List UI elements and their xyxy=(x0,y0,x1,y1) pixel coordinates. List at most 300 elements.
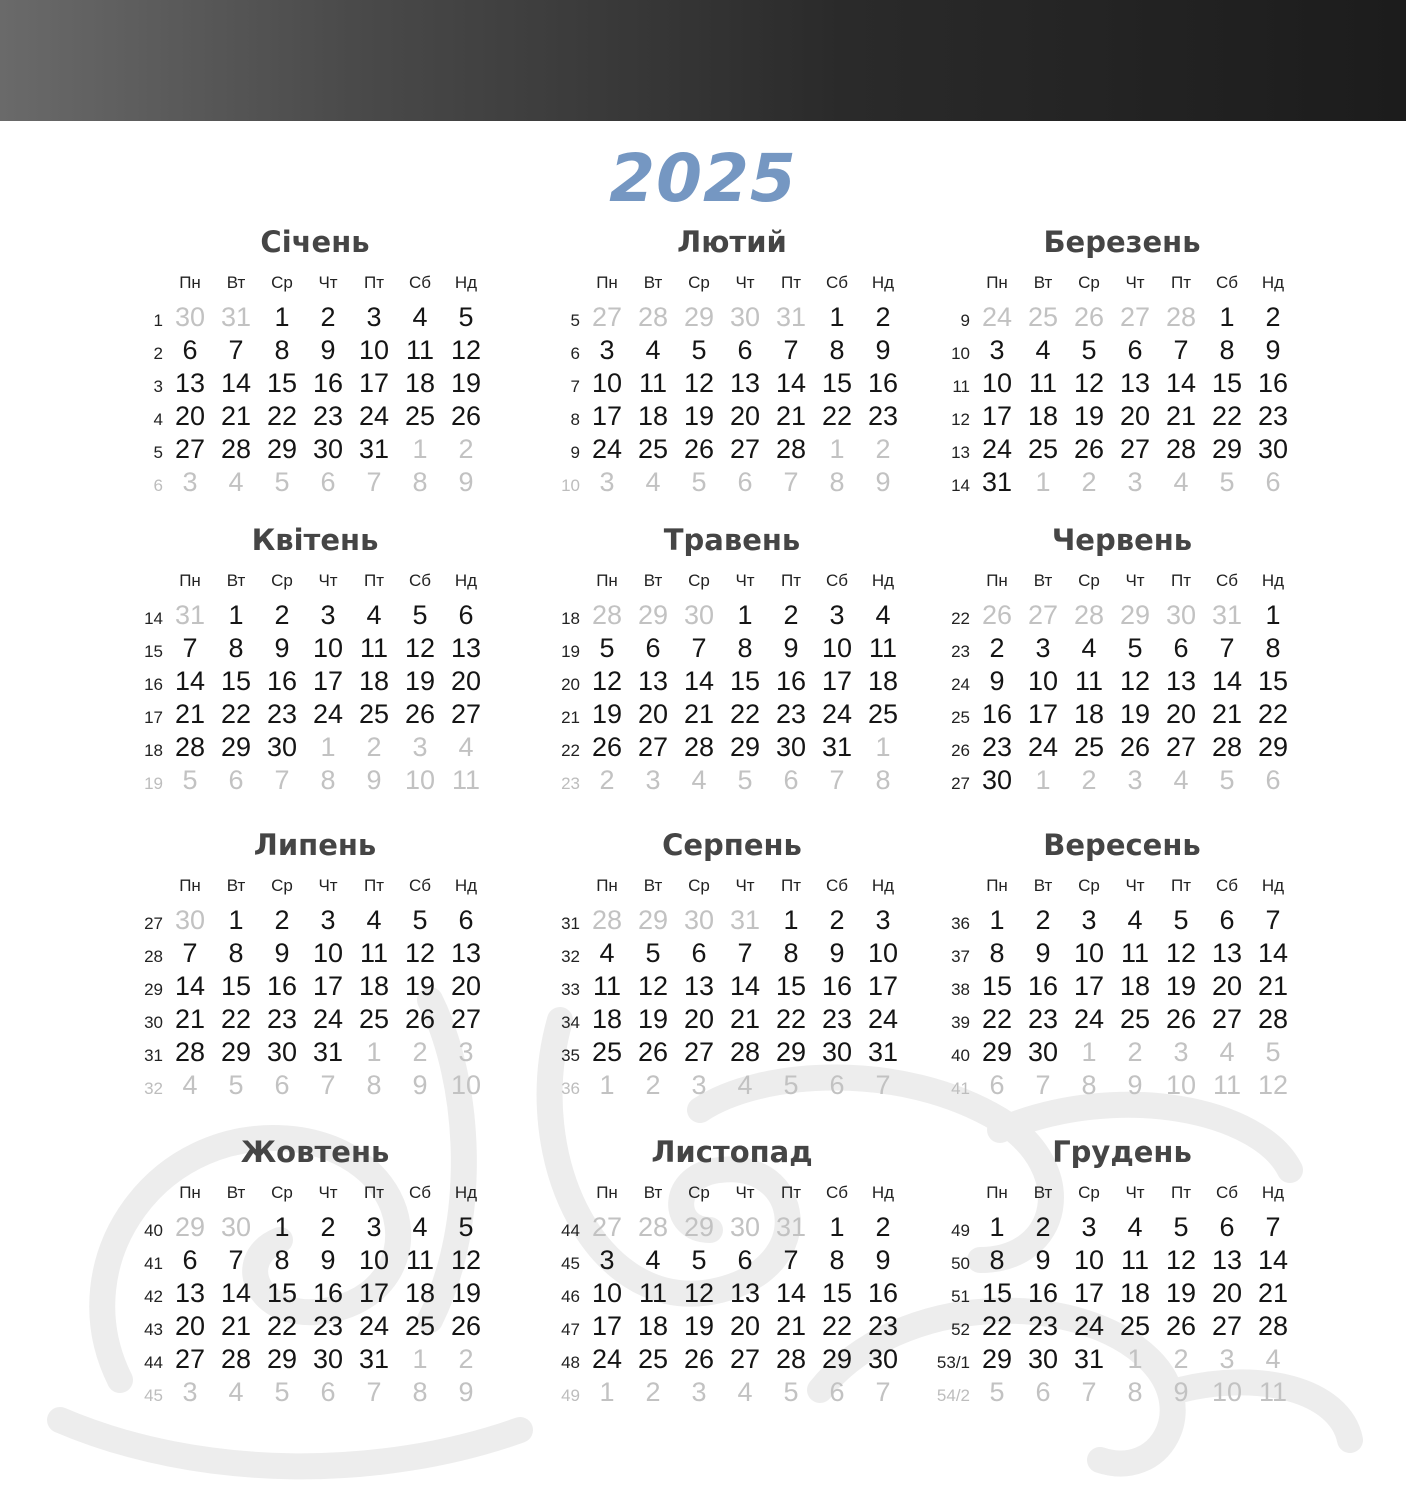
day-cell: 27 xyxy=(1165,732,1197,762)
day-cell: 5 xyxy=(989,1377,1005,1407)
day-cell: 6 xyxy=(1173,633,1189,663)
day-cell: 5 xyxy=(645,938,661,968)
day-cell: 11 xyxy=(451,765,481,795)
day-cell: 1 xyxy=(1035,467,1051,497)
week-row xyxy=(932,971,1312,1004)
day-cell: 1 xyxy=(989,905,1005,935)
day-cell: 6 xyxy=(1035,1377,1051,1407)
day-cell: 19 xyxy=(591,699,623,729)
week-number: 4 xyxy=(153,410,163,429)
weekday-label: Сб xyxy=(825,273,848,292)
day-cell: 30 xyxy=(1165,600,1197,630)
day-cell: 29 xyxy=(981,1037,1013,1067)
week-number: 3 xyxy=(153,377,163,396)
day-cell: 24 xyxy=(312,1004,344,1034)
week-number: 8 xyxy=(570,410,580,429)
weekday-label: Ср xyxy=(271,1183,293,1202)
day-cell: 25 xyxy=(404,401,436,431)
day-cell: 28 xyxy=(637,1212,669,1242)
day-cell: 15 xyxy=(821,1278,853,1308)
day-cell: 1 xyxy=(320,732,336,762)
day-cell: 21 xyxy=(174,699,206,729)
week-row xyxy=(125,666,505,699)
week-number: 24 xyxy=(951,675,970,694)
day-cell: 20 xyxy=(729,401,761,431)
day-cell: 11 xyxy=(638,368,668,398)
day-cell: 9 xyxy=(1173,1377,1189,1407)
day-cell: 28 xyxy=(1165,434,1197,464)
weekday-label: Чт xyxy=(735,273,755,292)
day-cell: 17 xyxy=(591,1311,623,1341)
weekday-label: Нд xyxy=(454,273,478,292)
month-2 xyxy=(542,222,922,500)
day-cell: 10 xyxy=(312,938,344,968)
day-cell: 16 xyxy=(981,699,1013,729)
day-cell: 24 xyxy=(312,699,344,729)
day-cell: 2 xyxy=(1035,905,1051,935)
day-cell: 3 xyxy=(1127,467,1143,497)
day-cell: 24 xyxy=(358,1311,390,1341)
day-cell: 4 xyxy=(645,335,661,365)
day-cell: 18 xyxy=(1073,699,1105,729)
day-cell: 20 xyxy=(1211,971,1243,1001)
week-number: 51 xyxy=(951,1287,970,1306)
weekday-label: Пн xyxy=(179,273,201,292)
weekday-header xyxy=(932,1178,1312,1208)
day-cell: 2 xyxy=(320,1212,336,1242)
day-cell: 10 xyxy=(404,765,436,795)
day-cell: 5 xyxy=(274,1377,290,1407)
day-cell: 26 xyxy=(404,699,436,729)
day-cell: 29 xyxy=(729,732,761,762)
day-cell: 4 xyxy=(875,600,891,630)
day-cell: 7 xyxy=(875,1377,891,1407)
week-number: 41 xyxy=(951,1079,970,1098)
day-cell: 6 xyxy=(320,1377,336,1407)
day-cell: 4 xyxy=(1035,335,1051,365)
day-cell: 27 xyxy=(1027,600,1059,630)
weekday-label: Пн xyxy=(986,1183,1008,1202)
day-cell: 9 xyxy=(412,1070,428,1100)
day-cell: 20 xyxy=(450,971,482,1001)
day-cell: 19 xyxy=(450,1278,482,1308)
weekday-label: Сб xyxy=(408,273,431,292)
weekday-label: Нд xyxy=(871,1183,895,1202)
day-cell: 23 xyxy=(867,401,899,431)
day-cell: 15 xyxy=(981,1278,1013,1308)
day-cell: 29 xyxy=(683,1212,715,1242)
weekday-header xyxy=(932,566,1312,596)
week-row xyxy=(542,765,922,798)
day-cell: 18 xyxy=(1027,401,1059,431)
week-number: 36 xyxy=(951,914,970,933)
day-cell: 2 xyxy=(645,1377,661,1407)
day-cell: 5 xyxy=(691,1245,707,1275)
week-number: 49 xyxy=(951,1221,970,1240)
week-number: 36 xyxy=(561,1079,580,1098)
day-cell: 2 xyxy=(320,302,336,332)
day-cell: 7 xyxy=(366,1377,382,1407)
day-cell: 6 xyxy=(691,938,707,968)
day-cell: 10 xyxy=(821,633,853,663)
day-cell: 18 xyxy=(358,971,390,1001)
day-cell: 15 xyxy=(775,971,807,1001)
day-cell: 22 xyxy=(821,1311,853,1341)
month-grid xyxy=(125,566,505,798)
day-cell: 23 xyxy=(266,699,298,729)
weekday-label: Сб xyxy=(825,876,848,895)
week-row xyxy=(542,1245,922,1278)
day-cell: 5 xyxy=(182,765,198,795)
day-cell: 28 xyxy=(174,732,206,762)
weekday-label: Нд xyxy=(1261,571,1285,590)
week-row xyxy=(125,335,505,368)
day-cell: 9 xyxy=(1035,1245,1051,1275)
day-cell: 9 xyxy=(320,335,336,365)
day-cell: 19 xyxy=(1119,699,1151,729)
day-cell: 9 xyxy=(875,467,891,497)
day-cell: 4 xyxy=(458,732,474,762)
day-cell: 27 xyxy=(450,1004,482,1034)
weekday-label: Вт xyxy=(226,273,246,292)
day-cell: 12 xyxy=(1257,1070,1289,1100)
day-cell: 6 xyxy=(1219,905,1235,935)
week-number: 6 xyxy=(153,476,163,495)
weekday-label: Пт xyxy=(1170,273,1191,292)
week-number: 54/2 xyxy=(936,1386,970,1405)
weekday-label: Сб xyxy=(408,1183,431,1202)
day-cell: 9 xyxy=(783,633,799,663)
weekday-label: Пт xyxy=(1170,571,1191,590)
day-cell: 26 xyxy=(981,600,1013,630)
day-cell: 12 xyxy=(637,971,669,1001)
day-cell: 9 xyxy=(366,765,382,795)
weekday-header xyxy=(542,566,922,596)
day-cell: 6 xyxy=(645,633,661,663)
weekday-header xyxy=(125,871,505,901)
day-cell: 2 xyxy=(875,1212,891,1242)
week-row xyxy=(932,467,1312,500)
day-cell: 8 xyxy=(274,335,290,365)
day-cell: 1 xyxy=(737,600,753,630)
day-cell: 8 xyxy=(412,1377,428,1407)
day-cell: 30 xyxy=(683,905,715,935)
week-row xyxy=(125,1070,505,1103)
week-number: 38 xyxy=(951,980,970,999)
day-cell: 25 xyxy=(591,1037,623,1067)
day-cell: 24 xyxy=(591,434,623,464)
day-cell: 7 xyxy=(1173,335,1189,365)
day-cell: 7 xyxy=(320,1070,336,1100)
day-cell: 27 xyxy=(1119,302,1151,332)
day-cell: 31 xyxy=(821,732,853,762)
day-cell: 27 xyxy=(591,1212,623,1242)
day-cell: 8 xyxy=(1219,335,1235,365)
day-cell: 1 xyxy=(783,905,799,935)
weekday-label: Нд xyxy=(454,876,478,895)
day-cell: 3 xyxy=(366,302,382,332)
day-cell: 7 xyxy=(737,938,753,968)
day-cell: 13 xyxy=(174,1278,206,1308)
day-cell: 17 xyxy=(867,971,899,1001)
day-cell: 2 xyxy=(875,302,891,332)
week-row xyxy=(125,905,505,938)
week-number: 27 xyxy=(144,914,163,933)
week-row xyxy=(542,633,922,666)
weekday-label: Пн xyxy=(596,876,618,895)
month-grid xyxy=(932,268,1312,500)
day-cell: 11 xyxy=(1074,666,1104,696)
day-cell: 12 xyxy=(404,633,436,663)
month-title: Лютий xyxy=(677,225,787,259)
month-1 xyxy=(125,222,505,500)
day-cell: 22 xyxy=(1211,401,1243,431)
weekday-header xyxy=(542,871,922,901)
day-cell: 8 xyxy=(829,335,845,365)
day-cell: 14 xyxy=(1211,666,1243,696)
week-row xyxy=(125,1278,505,1311)
weekday-label: Нд xyxy=(1261,1183,1285,1202)
day-cell: 18 xyxy=(867,666,899,696)
day-cell: 8 xyxy=(1081,1070,1097,1100)
weekday-label: Нд xyxy=(871,571,895,590)
weekday-label: Пн xyxy=(596,273,618,292)
day-cell: 31 xyxy=(775,1212,807,1242)
month-title: Червень xyxy=(1051,523,1193,557)
day-cell: 1 xyxy=(1219,302,1235,332)
week-row xyxy=(932,335,1312,368)
week-row xyxy=(932,1037,1312,1070)
day-cell: 28 xyxy=(1211,732,1243,762)
week-row xyxy=(125,765,505,798)
day-cell: 28 xyxy=(1257,1004,1289,1034)
day-cell: 27 xyxy=(174,434,206,464)
month-grid xyxy=(542,566,922,798)
week-number: 53/1 xyxy=(936,1353,970,1372)
day-cell: 3 xyxy=(875,905,891,935)
day-cell: 19 xyxy=(683,1311,715,1341)
weekday-label: Нд xyxy=(871,273,895,292)
day-cell: 14 xyxy=(174,666,206,696)
day-cell: 6 xyxy=(228,765,244,795)
week-row xyxy=(542,1004,922,1037)
day-cell: 19 xyxy=(1073,401,1105,431)
day-cell: 23 xyxy=(867,1311,899,1341)
month-grid xyxy=(932,1178,1312,1410)
day-cell: 20 xyxy=(683,1004,715,1034)
day-cell: 21 xyxy=(174,1004,206,1034)
day-cell: 4 xyxy=(228,1377,244,1407)
day-cell: 8 xyxy=(366,1070,382,1100)
week-number: 5 xyxy=(153,443,163,462)
day-cell: 23 xyxy=(1257,401,1289,431)
weekday-label: Пт xyxy=(363,571,384,590)
day-cell: 5 xyxy=(1265,1037,1281,1067)
day-cell: 4 xyxy=(1173,765,1189,795)
weekday-label: Вт xyxy=(226,876,246,895)
day-cell: 7 xyxy=(1081,1377,1097,1407)
weekday-header xyxy=(932,871,1312,901)
day-cell: 2 xyxy=(599,765,615,795)
day-cell: 25 xyxy=(1027,434,1059,464)
week-number: 9 xyxy=(570,443,580,462)
weekday-label: Вт xyxy=(643,1183,663,1202)
day-cell: 5 xyxy=(458,302,474,332)
day-cell: 1 xyxy=(829,434,845,464)
day-cell: 12 xyxy=(683,1278,715,1308)
day-cell: 3 xyxy=(1035,633,1051,663)
week-row xyxy=(542,1377,922,1410)
day-cell: 2 xyxy=(412,1037,428,1067)
day-cell: 16 xyxy=(312,1278,344,1308)
week-number: 42 xyxy=(144,1287,163,1306)
day-cell: 1 xyxy=(228,905,244,935)
week-number: 10 xyxy=(561,476,580,495)
week-row xyxy=(542,732,922,765)
day-cell: 2 xyxy=(645,1070,661,1100)
day-cell: 17 xyxy=(1027,699,1059,729)
week-row xyxy=(542,434,922,467)
week-number: 18 xyxy=(561,609,580,628)
month-8 xyxy=(542,825,922,1103)
day-cell: 2 xyxy=(274,600,290,630)
day-cell: 12 xyxy=(591,666,623,696)
weekday-label: Чт xyxy=(1125,1183,1145,1202)
day-cell: 4 xyxy=(366,905,382,935)
weekday-label: Пн xyxy=(986,571,1008,590)
weekday-label: Вт xyxy=(226,1183,246,1202)
day-cell: 31 xyxy=(981,467,1013,497)
weekday-label: Пн xyxy=(986,273,1008,292)
day-cell: 4 xyxy=(412,302,428,332)
day-cell: 10 xyxy=(867,938,899,968)
day-cell: 3 xyxy=(645,765,661,795)
day-cell: 26 xyxy=(450,401,482,431)
day-cell: 25 xyxy=(358,1004,390,1034)
week-row xyxy=(125,600,505,633)
day-cell: 2 xyxy=(1081,467,1097,497)
day-cell: 25 xyxy=(637,1344,669,1374)
weekday-label: Вт xyxy=(643,571,663,590)
day-cell: 30 xyxy=(729,1212,761,1242)
day-cell: 12 xyxy=(1165,1245,1197,1275)
day-cell: 14 xyxy=(220,1278,252,1308)
day-cell: 30 xyxy=(312,434,344,464)
day-cell: 28 xyxy=(775,1344,807,1374)
day-cell: 21 xyxy=(1257,971,1289,1001)
week-row xyxy=(125,434,505,467)
day-cell: 8 xyxy=(228,633,244,663)
day-cell: 7 xyxy=(182,633,198,663)
day-cell: 26 xyxy=(1073,302,1105,332)
week-number: 52 xyxy=(951,1320,970,1339)
day-cell: 5 xyxy=(1219,467,1235,497)
day-cell: 11 xyxy=(592,971,622,1001)
day-cell: 13 xyxy=(729,1278,761,1308)
day-cell: 15 xyxy=(266,1278,298,1308)
day-cell: 3 xyxy=(829,600,845,630)
day-cell: 31 xyxy=(775,302,807,332)
day-cell: 29 xyxy=(1211,434,1243,464)
week-number: 45 xyxy=(144,1386,163,1405)
week-row xyxy=(125,1037,505,1070)
month-title: Березень xyxy=(1043,225,1201,259)
week-number: 20 xyxy=(561,675,580,694)
day-cell: 28 xyxy=(683,732,715,762)
weekday-label: Вт xyxy=(1033,571,1053,590)
day-cell: 1 xyxy=(1081,1037,1097,1067)
day-cell: 23 xyxy=(1027,1004,1059,1034)
week-row xyxy=(125,1004,505,1037)
day-cell: 7 xyxy=(875,1070,891,1100)
day-cell: 21 xyxy=(775,401,807,431)
month-title: Січень xyxy=(260,225,370,259)
weekday-label: Вт xyxy=(643,876,663,895)
month-title: Листопад xyxy=(651,1135,813,1169)
week-number: 43 xyxy=(144,1320,163,1339)
day-cell: 1 xyxy=(274,1212,290,1242)
day-cell: 1 xyxy=(228,600,244,630)
day-cell: 3 xyxy=(599,467,615,497)
day-cell: 3 xyxy=(691,1070,707,1100)
day-cell: 28 xyxy=(637,302,669,332)
day-cell: 18 xyxy=(637,401,669,431)
day-cell: 11 xyxy=(1258,1377,1288,1407)
week-number: 40 xyxy=(951,1046,970,1065)
day-cell: 29 xyxy=(220,732,252,762)
day-cell: 28 xyxy=(591,600,623,630)
weekday-label: Нд xyxy=(454,1183,478,1202)
month-9 xyxy=(932,825,1312,1103)
day-cell: 17 xyxy=(981,401,1013,431)
day-cell: 2 xyxy=(274,905,290,935)
day-cell: 6 xyxy=(829,1070,845,1100)
day-cell: 1 xyxy=(599,1377,615,1407)
day-cell: 30 xyxy=(775,732,807,762)
day-cell: 31 xyxy=(312,1037,344,1067)
week-row xyxy=(125,938,505,971)
day-cell: 6 xyxy=(1265,467,1281,497)
weekday-header xyxy=(932,268,1312,298)
day-cell: 6 xyxy=(829,1377,845,1407)
day-cell: 5 xyxy=(691,467,707,497)
day-cell: 22 xyxy=(266,401,298,431)
day-cell: 16 xyxy=(821,971,853,1001)
week-number: 12 xyxy=(951,410,970,429)
day-cell: 9 xyxy=(989,666,1005,696)
day-cell: 23 xyxy=(266,1004,298,1034)
week-row xyxy=(125,1212,505,1245)
month-title: Травень xyxy=(663,523,801,557)
day-cell: 13 xyxy=(683,971,715,1001)
day-cell: 8 xyxy=(875,765,891,795)
day-cell: 22 xyxy=(729,699,761,729)
day-cell: 10 xyxy=(358,1245,390,1275)
weekday-label: Вт xyxy=(226,571,246,590)
day-cell: 29 xyxy=(1119,600,1151,630)
week-row xyxy=(542,971,922,1004)
day-cell: 2 xyxy=(1173,1344,1189,1374)
day-cell: 21 xyxy=(1165,401,1197,431)
day-cell: 22 xyxy=(220,699,252,729)
day-cell: 7 xyxy=(182,938,198,968)
day-cell: 11 xyxy=(1028,368,1058,398)
weekday-label: Сб xyxy=(1215,571,1238,590)
week-number: 21 xyxy=(561,708,580,727)
day-cell: 4 xyxy=(599,938,615,968)
day-cell: 28 xyxy=(775,434,807,464)
week-number: 19 xyxy=(144,774,163,793)
